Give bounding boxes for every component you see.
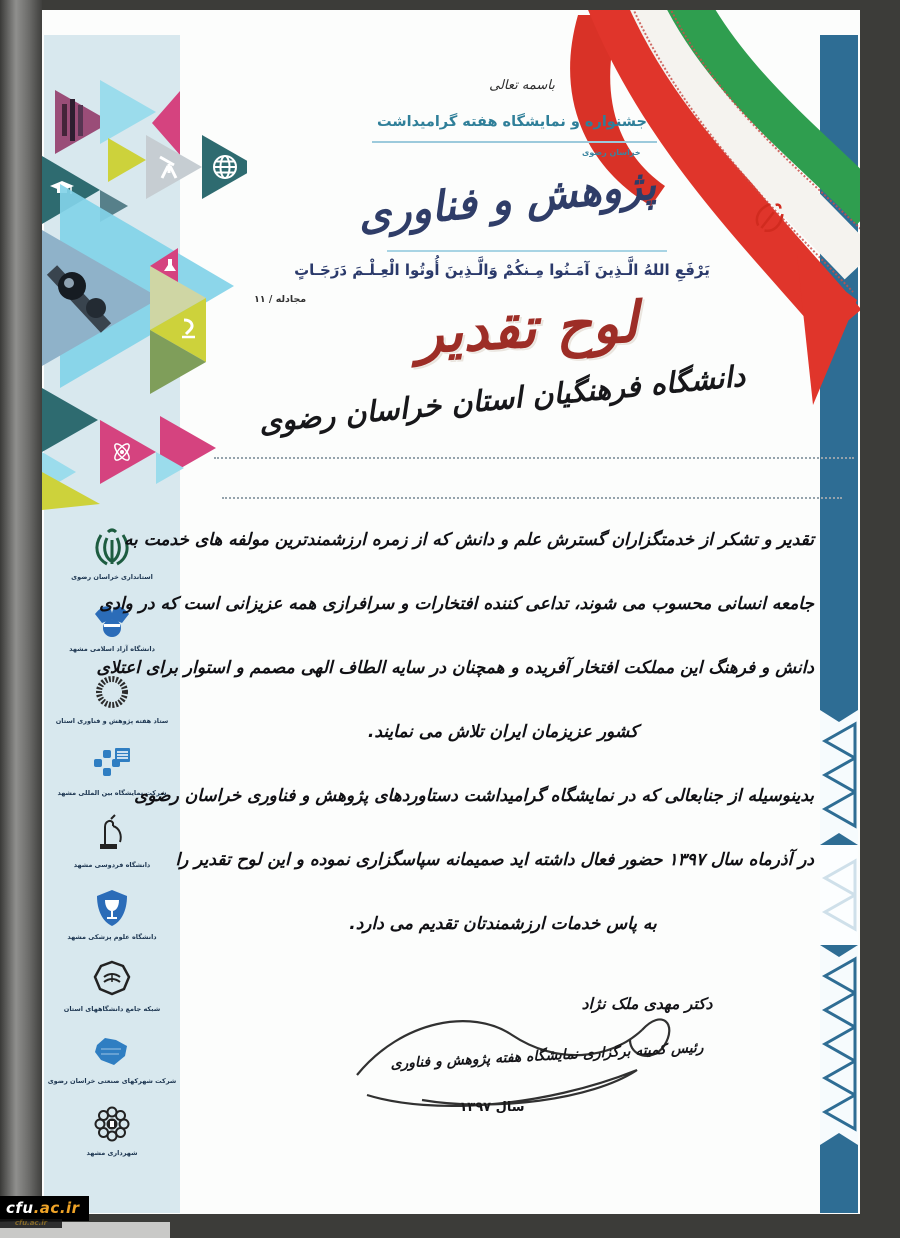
quran-verse: یَرْفَعِ اللهُ الَّـذِینَ آمَـنُوا مِـنکُمْ وَالَّـذِینَ أُوتُوا الْعِـلْـمَ دَرَجَـاتٍ: [294, 261, 710, 279]
recipient-name-handwritten: دانشگاه فرهنگیان استان خراسان رضوی: [257, 358, 747, 440]
watermark-site: cfu: [6, 1199, 34, 1217]
research-technology-calligraphy: پژوهش و فناوری: [355, 159, 659, 240]
octagon-book-icon: [89, 957, 135, 1003]
logo-caption: شبکه جامع دانشگاههای استان: [63, 1005, 161, 1013]
body-line: دانش و فرهنگ این مملکت افتخار آفریده و همچنان در سایه الطاف الهی مصمم و استوار برای اعتلای: [96, 658, 814, 678]
signature-year: سال ۱۳۹۷: [459, 1100, 525, 1115]
body-line: به پاس خدمات ارزشمندتان تقدیم می دارد.: [349, 914, 657, 934]
logo-caption: ستاد هفته پژوهش و فناوری استان: [55, 717, 169, 725]
municipality-flower-icon: [89, 1101, 135, 1147]
body-line: در آذرماه سال ۱۳۹۷ حضور فعال داشته اید صمیمانه سپاسگزاری نموده و این لوح تقدیر را: [175, 850, 814, 870]
verse-reference: مجادله / ۱۱: [254, 294, 307, 305]
signer-role: رئیس کمیته برگزاری نمایشگاه هفته پژوهش و فناوری: [390, 1039, 704, 1073]
dotted-line: [222, 497, 842, 499]
calligraphy-underline: [387, 250, 667, 252]
triangle-lattice-pattern: [820, 710, 858, 845]
logo-caption: شهرداری مشهد: [86, 1149, 138, 1157]
certificate-title: لوح تقدیر: [414, 290, 640, 367]
logo-medical-university: [67, 885, 156, 941]
scan-left-shadow: [0, 0, 42, 1238]
body-line: تقدیر و تشکر از خدمتگزاران گسترش علم و دانش که از زمره ارزشمندترین مولفه های خدمت به: [123, 530, 814, 550]
dotted-line: [214, 457, 854, 459]
handwritten-signature: [342, 1000, 682, 1115]
logo-caption: شرکت نمایشگاه بین المللی مشهد: [57, 789, 167, 797]
exhibition-squares-icon: [89, 741, 135, 787]
body-line: بدینوسیله از جنابعالی که در نمایشگاه گرامیداشت دستاوردهای پژوهش و فناوری خراسان رضوی: [134, 786, 814, 806]
signer-name: دکتر مهدی ملک نژاد: [581, 995, 713, 1013]
bismillah-text: باسمه تعالی: [489, 78, 555, 93]
medical-shield-icon: [89, 885, 135, 931]
logo-universities-network: [64, 957, 160, 1013]
watermark-domain: .ac.ir: [33, 1199, 80, 1217]
logo-caption: دانشگاه آزاد اسلامی مشهد: [69, 645, 155, 653]
logo-caption: استانداری خراسان رضوی: [71, 573, 153, 581]
cfu-watermark-shadow: cfu.ac.ir: [0, 1219, 62, 1228]
region-label: خراسان رضوی: [582, 148, 641, 157]
cfu-watermark: [0, 1196, 89, 1221]
body-line: جامعه انسانی محسوب می شوند، تداعی کننده افتخارات و سرافرازی همه عزیزانی است که در وادی: [99, 594, 814, 614]
logo-caption: دانشگاه علوم پزشکی مشهد: [67, 933, 157, 941]
festival-title: جشنواره و نمایشگاه هفته گرامیداشت: [376, 114, 648, 130]
logo-caption: دانشگاه فردوسی مشهد: [73, 861, 151, 869]
certificate-paper: [42, 10, 860, 1214]
faint-lattice-pattern: [820, 845, 858, 945]
triangle-collage: [42, 80, 247, 510]
body-line: کشور عزیزمان ایران تلاش می نمایند.: [367, 722, 639, 742]
logo-mashhad-municipality: [87, 1101, 138, 1157]
iran-map-icon: [89, 1029, 135, 1075]
triangle-lattice-pattern: [820, 945, 858, 1145]
logo-caption: شرکت شهرکهای صنعتی خراسان رضوی: [47, 1077, 177, 1085]
ferdowsi-pen-icon: [89, 813, 135, 859]
logo-industrial-estates-co: [48, 1029, 177, 1085]
